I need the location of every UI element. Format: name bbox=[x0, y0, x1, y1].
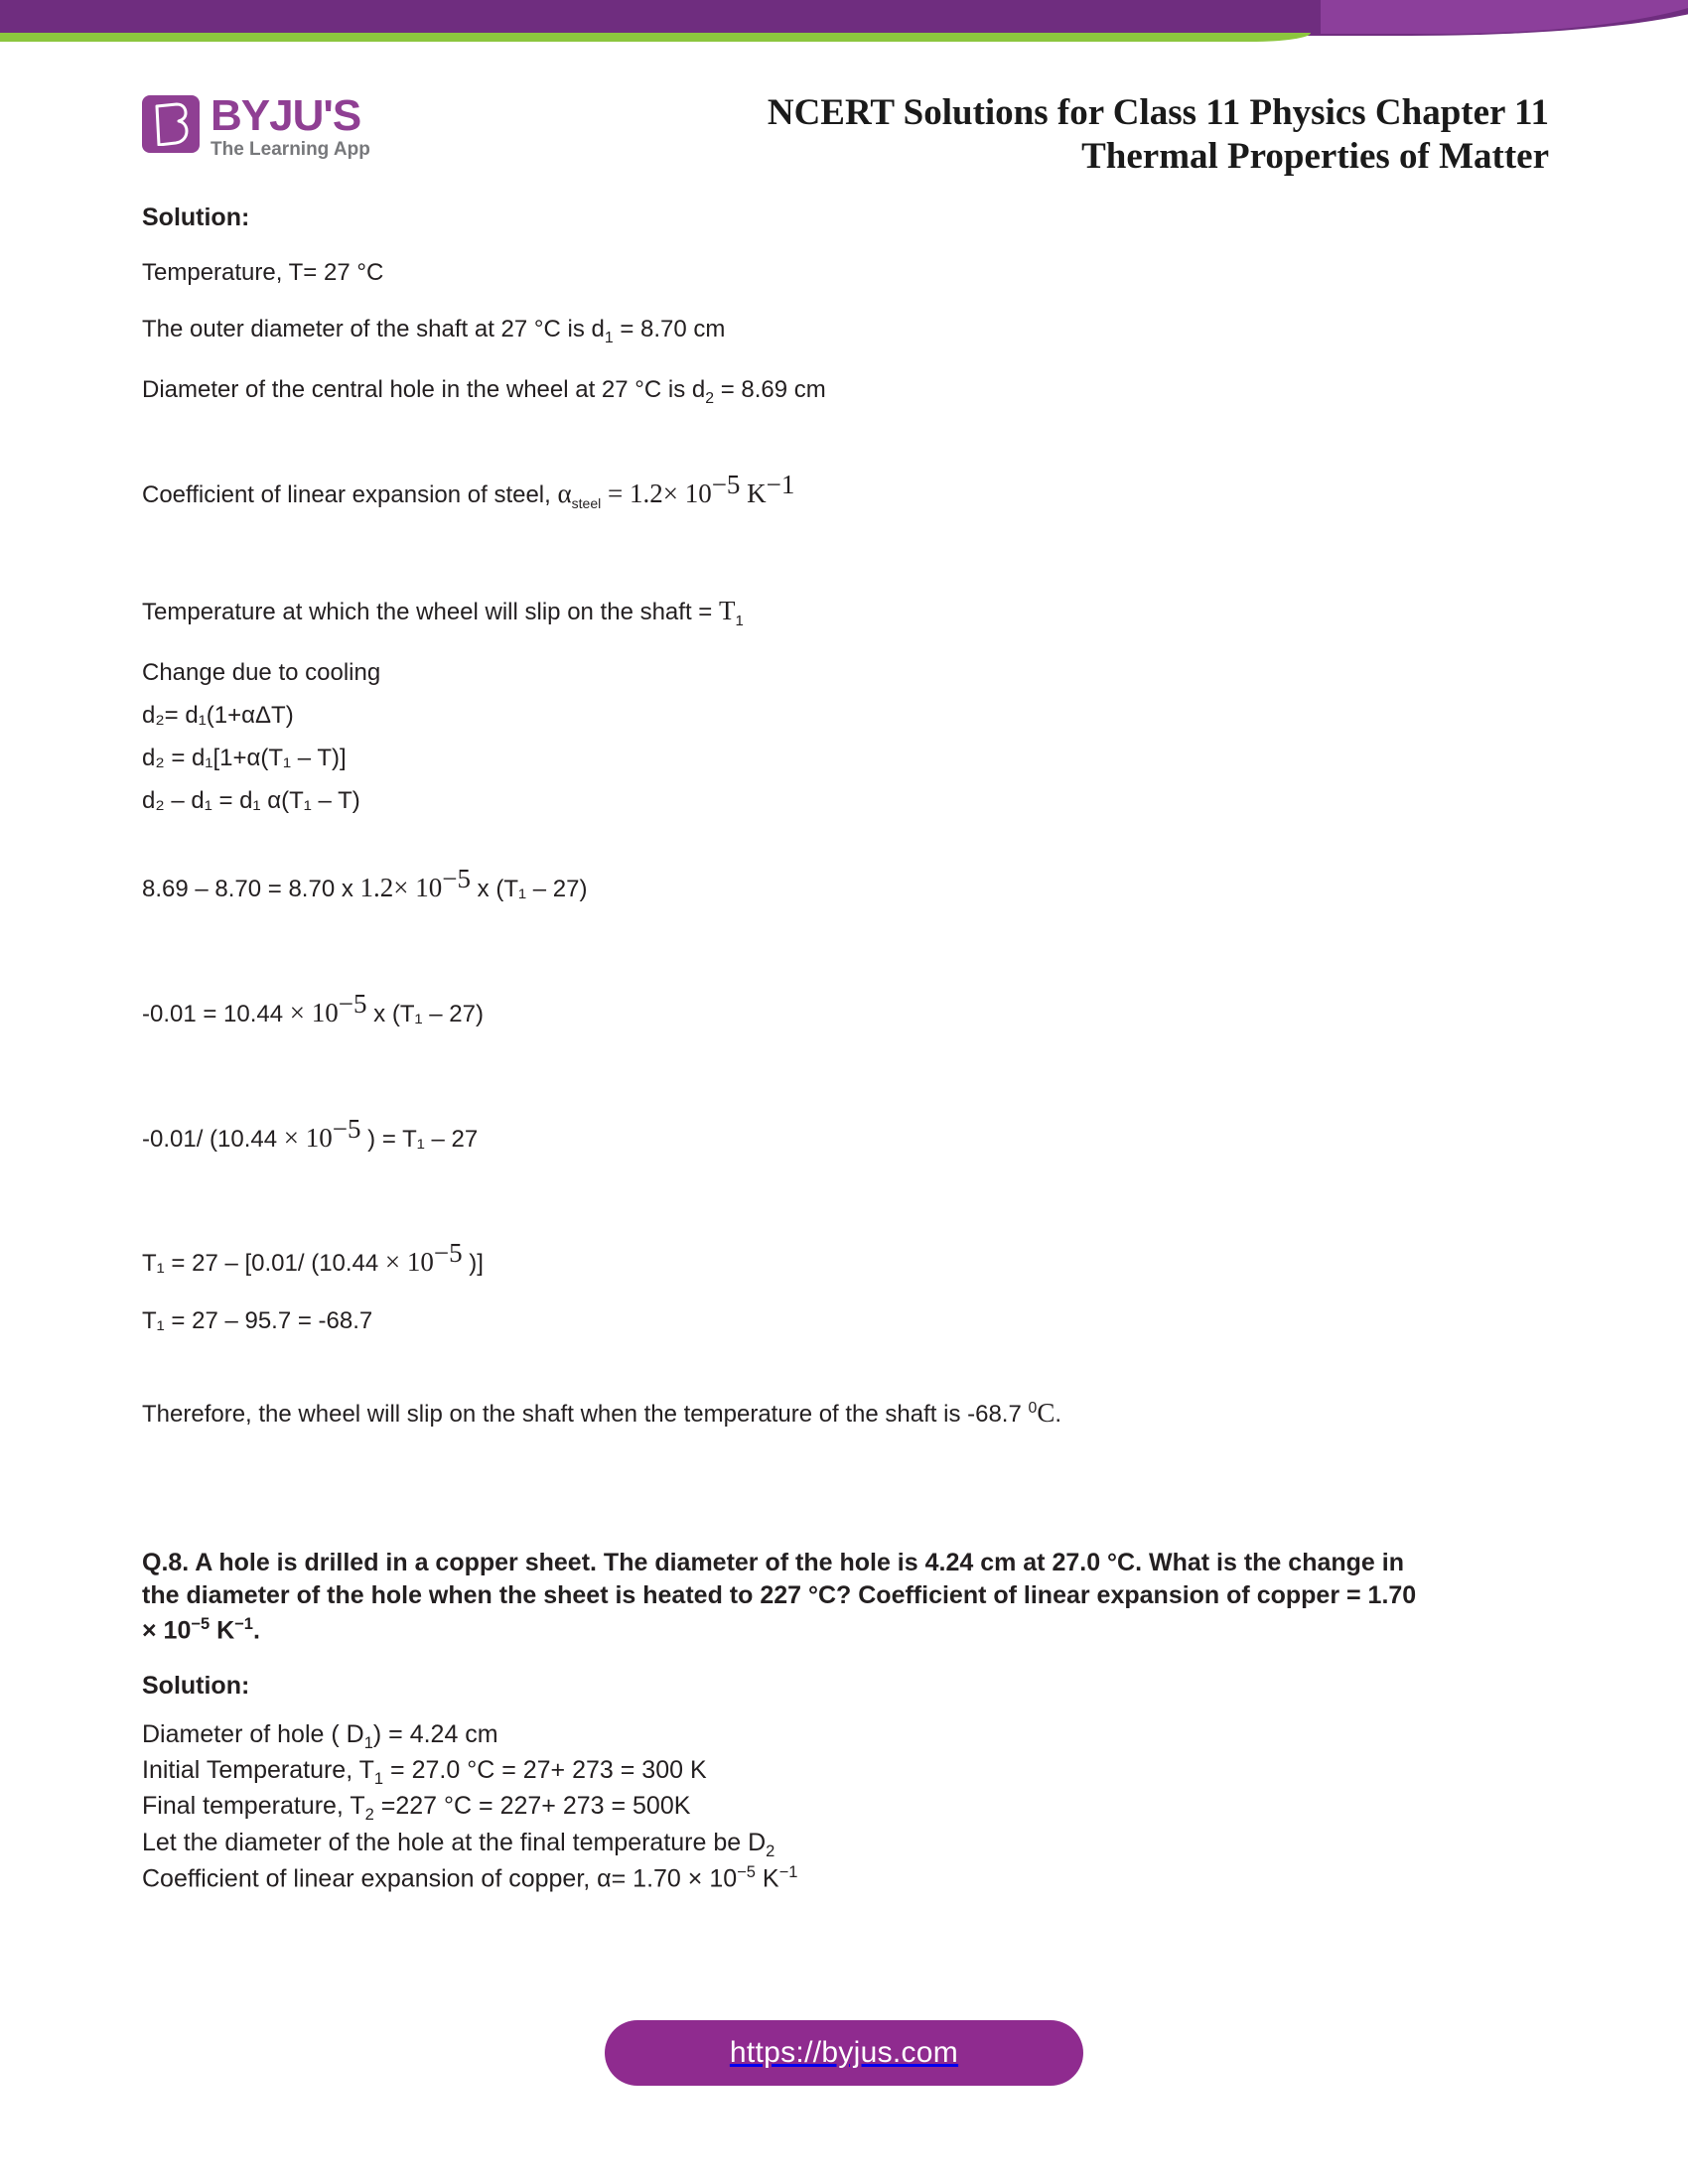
slip-symbol-sub: 1 bbox=[735, 613, 744, 630]
logo-wordmark: BYJU'S bbox=[211, 91, 361, 140]
hole-diameter-pre: Diameter of the central hole in the wheel at 27 °C is d bbox=[142, 375, 706, 403]
s2-l1-a: Diameter of hole ( D bbox=[142, 1719, 364, 1748]
conclusion-unit: C bbox=[1037, 1398, 1055, 1429]
equation-2: d₂ = d₁[1+α(T₁ – T)] bbox=[142, 745, 347, 772]
s2-l5-exp2: −1 bbox=[778, 1863, 798, 1882]
outer-diameter-pre: The outer diameter of the shaft at 27 °C is d bbox=[142, 316, 605, 342]
spacer bbox=[142, 435, 1552, 469]
s2-l5-exp: −5 bbox=[737, 1863, 756, 1882]
eq6-tail: ) = T₁ – 27 bbox=[360, 1125, 479, 1153]
equation-5 bbox=[142, 988, 1552, 1030]
line-change-due-to-cooling: Change due to cooling bbox=[142, 659, 381, 687]
line-outer-diameter bbox=[142, 315, 1552, 348]
band-purple-secondary bbox=[1321, 0, 1688, 34]
conclusion-degree-symbol: 0 bbox=[1028, 1400, 1038, 1418]
coef-unit-exponent: −1 bbox=[766, 470, 795, 500]
eq6-left: -0.01/ (10.44 bbox=[142, 1125, 284, 1153]
eq7-base: 10 bbox=[400, 1247, 434, 1278]
q8-exponent-2: −1 bbox=[234, 1614, 253, 1633]
solution-2-line-4 bbox=[142, 1827, 1552, 1862]
eq4-base: 10 bbox=[408, 873, 443, 903]
equation-3: d₂ – d₁ = d₁ α(T₁ – T) bbox=[142, 787, 360, 815]
s2-l3-b: =227 °C = 227+ 273 = 500K bbox=[373, 1792, 691, 1821]
coef-equals-value: = 1.2 bbox=[601, 478, 663, 509]
eq4-times-symbol: × bbox=[393, 873, 409, 903]
page-title-line-1: NCERT Solutions for Class 11 Physics Chapter 11 bbox=[767, 92, 1549, 133]
eq7-times-symbol: × bbox=[384, 1247, 401, 1278]
coef-exponent: −5 bbox=[711, 470, 741, 500]
spacer bbox=[142, 1181, 1552, 1237]
spacer bbox=[142, 1513, 1552, 1547]
s2-l3-sub: 2 bbox=[364, 1806, 374, 1825]
line-temperature: Temperature, T= 27 °C bbox=[142, 259, 384, 286]
s2-l2-a: Initial Temperature, T bbox=[142, 1756, 374, 1785]
solution-2-line-3 bbox=[142, 1790, 1552, 1826]
eq6-times-symbol: × bbox=[283, 1122, 299, 1153]
page-header bbox=[0, 60, 1688, 179]
page-title-line-2: Thermal Properties of Matter bbox=[1081, 135, 1549, 177]
solution-2-heading: Solution: bbox=[142, 1671, 250, 1700]
eq6-base: 10 bbox=[299, 1122, 333, 1153]
byjus-url-label: https://byjus.com bbox=[729, 2036, 959, 2069]
eq4-number: 1.2 bbox=[359, 873, 394, 903]
conclusion-period: . bbox=[1055, 1401, 1061, 1429]
outer-diameter-sub: 1 bbox=[604, 329, 614, 346]
byjus-b-mark-icon bbox=[142, 95, 200, 153]
eq5-tail: x (T₁ – 27) bbox=[366, 1000, 484, 1027]
hole-diameter-sub: 2 bbox=[705, 389, 715, 407]
byjus-logo-text bbox=[211, 91, 370, 160]
document-body bbox=[142, 204, 1552, 1895]
logo-tagline: The Learning App bbox=[211, 138, 370, 160]
s2-l4-sub: 2 bbox=[766, 1842, 775, 1860]
s2-l4-a: Let the diameter of the hole at the final temperature be D bbox=[142, 1828, 767, 1856]
eq4-left: 8.69 – 8.70 = 8.70 x bbox=[142, 876, 360, 903]
equation-6 bbox=[142, 1113, 1552, 1156]
q8-exponent-1: −5 bbox=[191, 1614, 211, 1633]
q8-part-2: K bbox=[210, 1616, 235, 1645]
eq5-exponent: −5 bbox=[338, 988, 367, 1019]
solution-1-conclusion bbox=[142, 1397, 1552, 1431]
eq7-exponent: −5 bbox=[433, 1238, 463, 1269]
spacer bbox=[142, 1457, 1552, 1513]
coef-times-symbol: × bbox=[662, 478, 678, 509]
s2-l1-sub: 1 bbox=[363, 1733, 373, 1752]
coef-base: 10 bbox=[677, 478, 712, 509]
hole-diameter-post: = 8.69 cm bbox=[714, 375, 826, 403]
coef-alpha-symbol: α bbox=[557, 478, 572, 509]
s2-l1-b: ) = 4.24 cm bbox=[372, 1719, 498, 1748]
s2-l2-sub: 1 bbox=[373, 1770, 384, 1789]
s2-l2-b: = 27.0 °C = 27+ 273 = 300 K bbox=[383, 1756, 707, 1785]
byjus-logo bbox=[142, 91, 370, 160]
byjus-url-button[interactable] bbox=[605, 2020, 1083, 2086]
line-hole-diameter bbox=[142, 375, 1552, 409]
equation-8: T₁ = 27 – 95.7 = -68.7 bbox=[142, 1307, 373, 1335]
solution-2-line-5 bbox=[142, 1862, 1552, 1895]
eq4-exponent: −5 bbox=[442, 864, 471, 894]
spacer bbox=[142, 932, 1552, 988]
spacer bbox=[142, 829, 1552, 863]
s2-l5-a: Coefficient of linear expansion of copper, α= 1.70 × 10 bbox=[142, 1864, 738, 1893]
coef-label: Coefficient of linear expansion of steel, bbox=[142, 481, 558, 509]
eq5-base: 10 bbox=[305, 997, 339, 1027]
spacer bbox=[142, 1363, 1552, 1397]
spacer bbox=[142, 539, 1552, 595]
band-green-underline bbox=[0, 33, 1311, 42]
question-8-text bbox=[142, 1547, 1433, 1648]
solution-2-line-1 bbox=[142, 1718, 1552, 1754]
q8-part-1: Q.8. A hole is drilled in a copper sheet. The diameter of the hole is 4.24 cm at 27.0 °C. What is the change in the diameter of the hole when the sheet is heated to 227 °C? Coefficient of linear expansion of copper = 1.70 × 10 bbox=[142, 1548, 1417, 1645]
equation-4 bbox=[142, 863, 1552, 905]
eq7-left: T₁ = 27 – [0.01/ (10.44 bbox=[142, 1250, 385, 1278]
solution-1-heading: Solution: bbox=[142, 204, 250, 231]
eq5-left: -0.01 = 10.44 bbox=[142, 1000, 290, 1027]
eq5-times-symbol: × bbox=[289, 997, 306, 1027]
eq6-exponent: −5 bbox=[332, 1113, 361, 1144]
top-decorative-band bbox=[0, 0, 1688, 46]
eq4-tail: x (T₁ – 27) bbox=[470, 876, 588, 903]
outer-diameter-post: = 8.70 cm bbox=[613, 316, 726, 342]
slip-label: Temperature at which the wheel will slip on the shaft = bbox=[142, 599, 719, 626]
s2-l3-a: Final temperature, T bbox=[142, 1792, 365, 1821]
equation-1: d₂= d₁(1+αΔT) bbox=[142, 702, 294, 730]
line-slip-temperature bbox=[142, 595, 1552, 631]
coef-alpha-sub: steel bbox=[571, 494, 602, 511]
spacer bbox=[142, 1057, 1552, 1113]
q8-part-3: . bbox=[252, 1616, 260, 1645]
line-coefficient-steel bbox=[142, 469, 1552, 512]
solution-2-line-2 bbox=[142, 1754, 1552, 1790]
slip-symbol: T bbox=[718, 596, 736, 626]
page-title bbox=[768, 91, 1549, 178]
conclusion-text: Therefore, the wheel will slip on the shaft when the temperature of the shaft is -68.7 bbox=[142, 1401, 1029, 1429]
equation-7 bbox=[142, 1237, 1552, 1280]
eq7-tail: )] bbox=[462, 1250, 484, 1278]
coef-unit: K bbox=[740, 478, 767, 509]
s2-l5-b: K bbox=[755, 1864, 779, 1893]
